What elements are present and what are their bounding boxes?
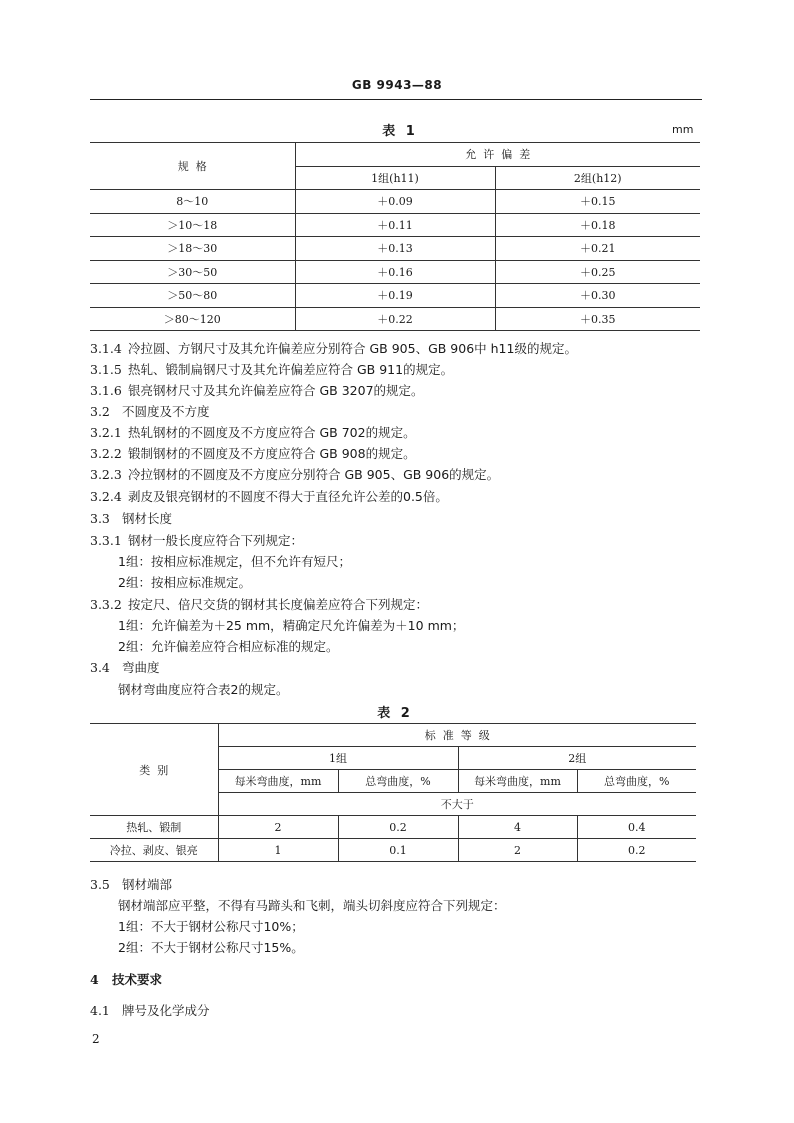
clause-text: 热轧、锻制扁钢尺寸及其允许偏差应符合 GB 911的规定。 xyxy=(128,362,454,377)
table-cell: ＋0.35 xyxy=(495,307,700,331)
para-3-5-text: 钢材端部应平整，不得有马蹄头和飞刺，端头切斜度应符合下列规定： xyxy=(118,898,506,913)
clause-number: 3.2.1 xyxy=(90,425,122,440)
clause-text: 冷拉圆、方钢尺寸及其允许偏差应分别符合 GB 905、GB 906中 h11级的规定。 xyxy=(128,341,577,356)
clause-text: 不圆度及不方度 xyxy=(122,404,210,419)
table2-header-total-1: 总弯曲度，% xyxy=(338,770,458,793)
table-cell: ＞10～18 xyxy=(90,213,295,237)
table-cell: ＋0.15 xyxy=(495,190,700,214)
table1-header-tolerance: 允 许 偏 差 xyxy=(295,143,700,167)
table-row xyxy=(90,260,700,284)
table-cell: ＋0.22 xyxy=(295,307,495,331)
table-row xyxy=(90,237,700,261)
table-cell: ＋0.16 xyxy=(295,260,495,284)
section-3-4 xyxy=(90,657,160,678)
table-cell: 0.2 xyxy=(338,816,458,839)
table1-unit: mm xyxy=(672,123,694,136)
table-cell: 1 xyxy=(218,839,338,862)
clause-text: 弯曲度 xyxy=(122,660,160,675)
table-cell: ＞30～50 xyxy=(90,260,295,284)
table-row xyxy=(90,839,696,862)
table1-caption: 表 1 xyxy=(382,124,418,139)
table-cell: 2 xyxy=(218,816,338,839)
table-cell: ＋0.18 xyxy=(495,213,700,237)
clause-number: 3.5 xyxy=(90,877,110,892)
clause-text: 钢材长度 xyxy=(122,511,173,526)
section-3-5 xyxy=(90,874,172,895)
table2-header-not-more-than: 不大于 xyxy=(218,793,696,816)
para-3-3-1 xyxy=(90,530,303,551)
clause-text: 钢材端部 xyxy=(122,877,173,892)
table-cell: ＞18～30 xyxy=(90,237,295,261)
table-cell: 热轧、锻制 xyxy=(90,816,218,839)
table-cell: 0.2 xyxy=(577,839,696,862)
clause-number: 3.1.5 xyxy=(90,362,122,377)
clause-number: 3.2.3 xyxy=(90,467,122,482)
table-row xyxy=(90,284,700,308)
table-cell: 8～10 xyxy=(90,190,295,214)
table2-header-total-2: 总弯曲度，% xyxy=(577,770,696,793)
table-cell: ＋0.09 xyxy=(295,190,495,214)
clause-number: 4.1 xyxy=(90,1003,110,1018)
clause-number: 3.1.6 xyxy=(90,383,122,398)
clause-text: 银亮钢材尺寸及其允许偏差应符合 GB 3207的规定。 xyxy=(128,383,424,398)
table-cell: 0.4 xyxy=(577,816,696,839)
section-4-1 xyxy=(90,1000,210,1021)
table2-header-per-meter-1: 每米弯曲度，mm xyxy=(218,770,338,793)
table-cell: ＋0.25 xyxy=(495,260,700,284)
table2-header-category: 类 别 xyxy=(90,724,218,816)
para-3-3-1-group1: 1组：按相应标准规定，但不允许有短尺； xyxy=(118,554,351,569)
page-number: 2 xyxy=(92,1032,100,1046)
clause-number: 3.3.2 xyxy=(90,597,122,612)
clause-number: 3.1.4 xyxy=(90,341,122,356)
table2-header-grade: 标 准 等 级 xyxy=(218,724,696,747)
table-cell: ＋0.30 xyxy=(495,284,700,308)
section-3-2 xyxy=(90,401,210,422)
section-3-3 xyxy=(90,508,172,529)
clause-text: 技术要求 xyxy=(112,972,163,987)
para-3-4-text: 钢材弯曲度应符合表2的规定。 xyxy=(118,682,289,697)
para-3-3-2-group1: 1组：允许偏差为＋25 mm，精确定尺允许偏差为＋10 mm； xyxy=(118,618,465,633)
para-3-5-group2: 2组：不大于钢材公称尺寸15%。 xyxy=(118,940,304,955)
para-3-2-2 xyxy=(90,443,416,464)
clause-text: 冷拉钢材的不圆度及不方度应分别符合 GB 905、GB 906的规定。 xyxy=(128,467,500,482)
table2 xyxy=(90,723,696,862)
table1 xyxy=(90,142,700,331)
para-3-1-4 xyxy=(90,338,577,359)
para-3-3-1-group2: 2组：按相应标准规定。 xyxy=(118,575,251,590)
clause-number: 4 xyxy=(90,972,99,987)
table-cell: 4 xyxy=(458,816,577,839)
table-row xyxy=(90,190,700,214)
table-cell: ＋0.11 xyxy=(295,213,495,237)
table-cell: 冷拉、剥皮、银亮 xyxy=(90,839,218,862)
table2-header-per-meter-2: 每米弯曲度，mm xyxy=(458,770,577,793)
clause-number: 3.2.2 xyxy=(90,446,122,461)
table-cell: 2 xyxy=(458,839,577,862)
page-header: GB 9943—88 xyxy=(351,78,443,92)
table-cell: ＋0.21 xyxy=(495,237,700,261)
para-3-2-1 xyxy=(90,422,416,443)
table2-caption: 表 2 xyxy=(377,706,413,721)
table1-subheader-group1: 1组(h11) xyxy=(295,166,495,190)
clause-number: 3.3.1 xyxy=(90,533,122,548)
para-3-1-5 xyxy=(90,359,453,380)
para-3-5-group1: 1组：不大于钢材公称尺寸10%； xyxy=(118,919,304,934)
clause-text: 热轧钢材的不圆度及不方度应符合 GB 702的规定。 xyxy=(128,425,416,440)
para-3-2-4 xyxy=(90,486,448,507)
table2-header-group2: 2组 xyxy=(458,747,696,770)
table1-header-spec: 规 格 xyxy=(90,143,295,190)
table-cell: ＞50～80 xyxy=(90,284,295,308)
table-cell: ＞80～120 xyxy=(90,307,295,331)
para-3-1-6 xyxy=(90,380,424,401)
clause-number: 3.4 xyxy=(90,660,110,675)
table-row xyxy=(90,816,696,839)
para-3-3-2 xyxy=(90,594,428,615)
clause-text: 牌号及化学成分 xyxy=(122,1003,210,1018)
section-4 xyxy=(90,969,162,990)
table-row xyxy=(90,213,700,237)
clause-text: 剥皮及银亮钢材的不圆度不得大于直径允许公差的0.5倍。 xyxy=(128,489,448,504)
table-row xyxy=(90,307,700,331)
header-rule xyxy=(90,99,702,100)
clause-text: 钢材一般长度应符合下列规定： xyxy=(128,533,304,548)
clause-text: 按定尺、倍尺交货的钢材其长度偏差应符合下列规定： xyxy=(128,597,429,612)
table-cell: ＋0.19 xyxy=(295,284,495,308)
clause-number: 3.2.4 xyxy=(90,489,122,504)
clause-number: 3.3 xyxy=(90,511,110,526)
table-cell: ＋0.13 xyxy=(295,237,495,261)
clause-text: 锻制钢材的不圆度及不方度应符合 GB 908的规定。 xyxy=(128,446,416,461)
table-cell: 0.1 xyxy=(338,839,458,862)
para-3-2-3 xyxy=(90,464,499,485)
clause-number: 3.2 xyxy=(90,404,110,419)
para-3-3-2-group2: 2组：允许偏差应符合相应标准的规定。 xyxy=(118,639,339,654)
table2-header-group1: 1组 xyxy=(218,747,458,770)
table1-subheader-group2: 2组(h12) xyxy=(495,166,700,190)
